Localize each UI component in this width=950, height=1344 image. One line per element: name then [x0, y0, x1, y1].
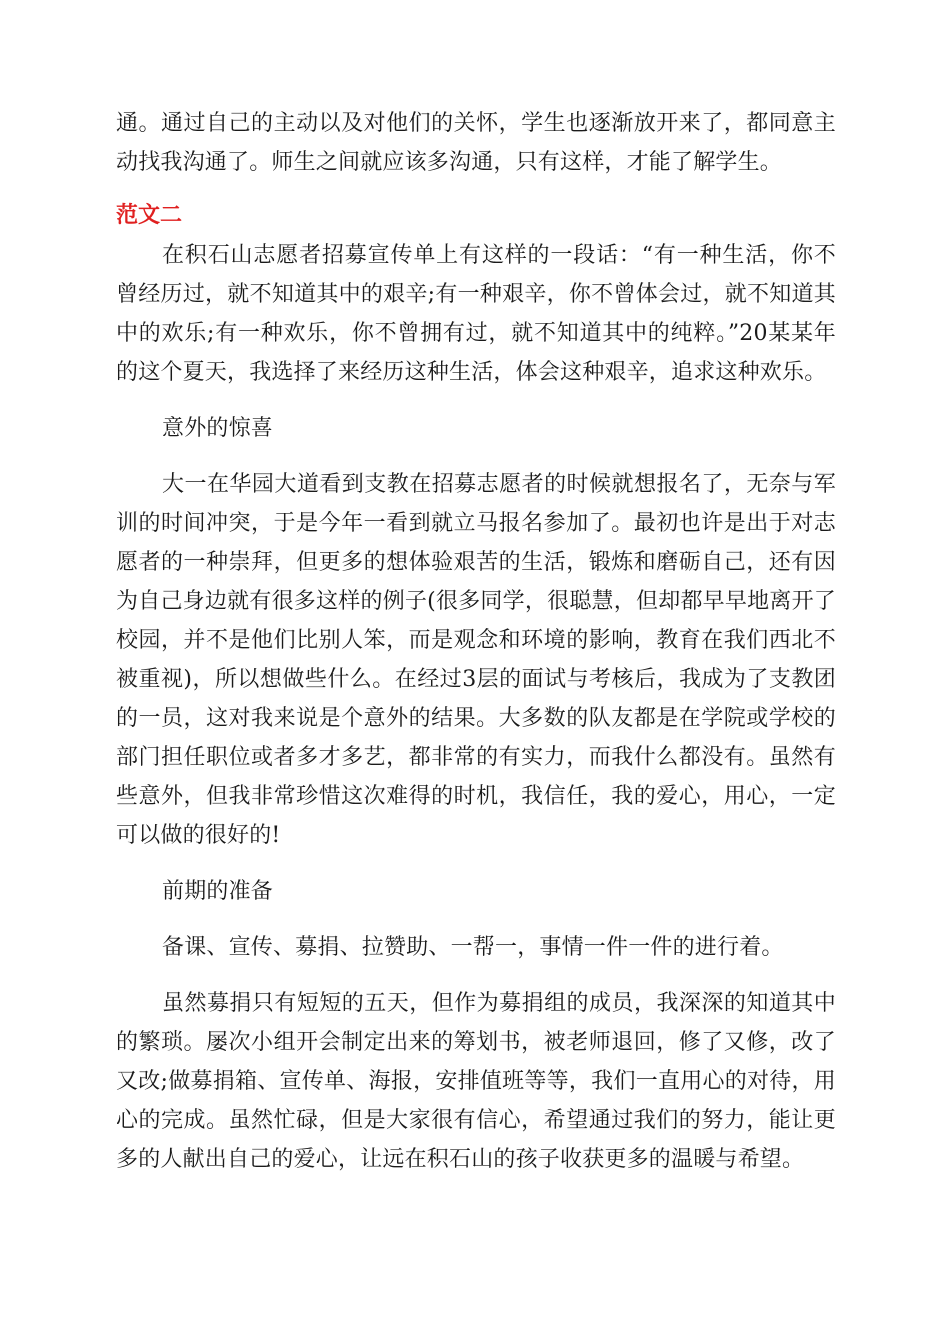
subheading-surprise: 意外的惊喜 — [162, 416, 274, 441]
subheading-preparation: 前期的准备 — [162, 879, 274, 904]
paragraph-fundraising: 虽然募捐只有短短的五天，但作为募捐组的成员，我深深的知道其中的繁琐。屡次小组开会制定出来的筹划书，被老师退回，修了又修，改了又改;做募捐箱、宣传单、海报，安排值班等等，我们一直用心的对待，用心的完成。虽然忙碌，但是大家很有信心，希望通过我们的努力，能让更多的人献出自己的爱心，让远在积石山的孩子收获更多的温暖与希望。 — [116, 991, 836, 1172]
paragraph-surprise: 大一在华园大道看到支教在招募志愿者的时候就想报名了，无奈与军训的时间冲突，于是今年一看到就立马报名参加了。最初也许是出于对志愿者的一种崇拜，但更多的想体验艰苦的生活，锻炼和磨砺自己，还有因为自己身边就有很多这样的例子(很多同学，很聪慧，但却都早早地离开了校园，并不是他们比别人笨，而是观念和环境的影响，教育在我们西北不被重视)，所以想做些什么。在经过3层的面试与考核后，我成为了支教团的一员，这对我来说是个意外的结果。大多数的队友都是在学院或学校的部门担任职位或者多才多艺，都非常的有实力，而我什么都没有。虽然有些意外，但我非常珍惜这次难得的时机，我信任，我的爱心，用心，一定可以做的很好的! — [116, 472, 836, 848]
paragraph-tasks: 备课、宣传、募捐、拉赞助、一帮一，事情一件一件的进行着。 — [162, 935, 784, 960]
continuation-paragraph: 通。通过自己的主动以及对他们的关怀，学生也逐渐放开来了，都同意主动找我沟通了。师生之间就应该多沟通，只有这样，才能了解学生。 — [116, 111, 836, 175]
section-title: 范文二 — [116, 203, 183, 228]
paragraph-intro: 在积石山志愿者招募宣传单上有这样的一段话：“有一种生活，你不曾经历过，就不知道其中的艰辛;有一种艰辛，你不曾体会过，就不知道其中的欢乐;有一种欢乐，你不曾拥有过，就不知道其中的纯粹。”20某某年的这个夏天，我选择了来经历这种生活，体会这种艰辛，追求这种欢乐。 — [116, 243, 836, 385]
document-page — [116, 104, 836, 1179]
